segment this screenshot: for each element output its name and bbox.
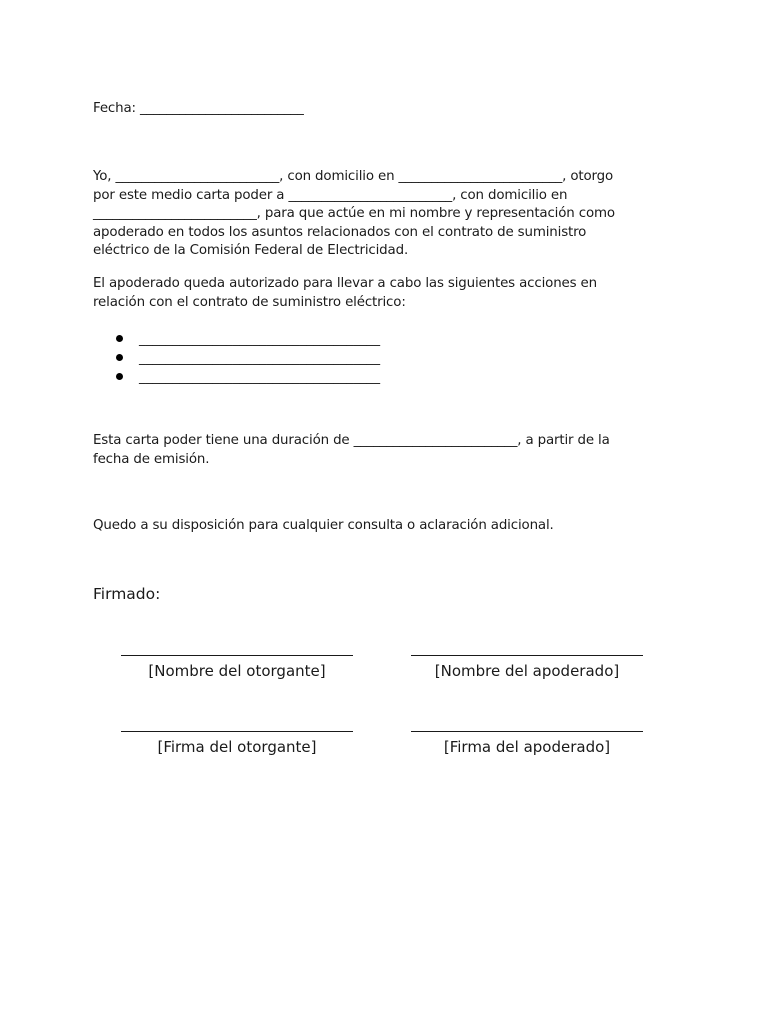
paragraph-poder-line: por este medio carta poder a _________________________, con domicilio en <box>93 187 568 203</box>
list-item-blank: ____________________________________ <box>139 351 381 366</box>
signature-line <box>121 655 353 656</box>
signature-line <box>411 655 643 656</box>
paragraph-poder-line: eléctrico de la Comisión Federal de Electricidad. <box>93 243 409 258</box>
list-item <box>93 349 380 368</box>
paragraph-acciones-line: relación con el contrato de suministro eléctrico: <box>93 294 406 310</box>
signature-label: [Firma del apoderado] <box>443 738 611 756</box>
paragraph-duracion-line: Esta carta poder tiene una duración de _________________________, a partir de la <box>93 433 610 448</box>
signature-label: [Nombre del otorgante] <box>148 662 326 680</box>
paragraph-disposicion: Quedo a su disposición para cualquier consulta o aclaración adicional. <box>93 518 554 533</box>
fecha-line: Fecha: _________________________ <box>93 101 304 116</box>
paragraph-poder-line: apoderado en todos los asuntos relacionados con el contrato de suministro <box>93 224 587 240</box>
bullet-icon <box>116 354 123 361</box>
signature-nombre-otorgante <box>121 655 353 681</box>
signature-firma-apoderado <box>411 731 643 757</box>
firmado-heading: Firmado: <box>93 585 161 603</box>
list-item <box>93 330 380 349</box>
bullet-icon <box>116 335 123 342</box>
paragraph-poder-line: Yo, _________________________, con domicilio en _________________________, otorgo <box>93 169 614 184</box>
acciones-list <box>93 330 380 387</box>
signature-line <box>121 731 353 732</box>
signature-firma-otorgante <box>121 731 353 757</box>
signature-nombre-apoderado <box>411 655 643 681</box>
paragraph-poder-line: _________________________, para que actúe en mi nombre y representación como <box>93 206 615 221</box>
signature-line <box>411 731 643 732</box>
bullet-icon <box>116 373 123 380</box>
signature-label: [Firma del otorgante] <box>157 738 317 756</box>
paragraph-acciones-line: El apoderado queda autorizado para llevar a cabo las siguientes acciones en <box>93 276 597 291</box>
list-item-blank: ____________________________________ <box>139 370 381 385</box>
list-item-blank: ____________________________________ <box>139 332 381 347</box>
paragraph-duracion-line: fecha de emisión. <box>93 451 210 467</box>
signature-label: [Nombre del apoderado] <box>434 662 620 680</box>
list-item <box>93 368 380 387</box>
